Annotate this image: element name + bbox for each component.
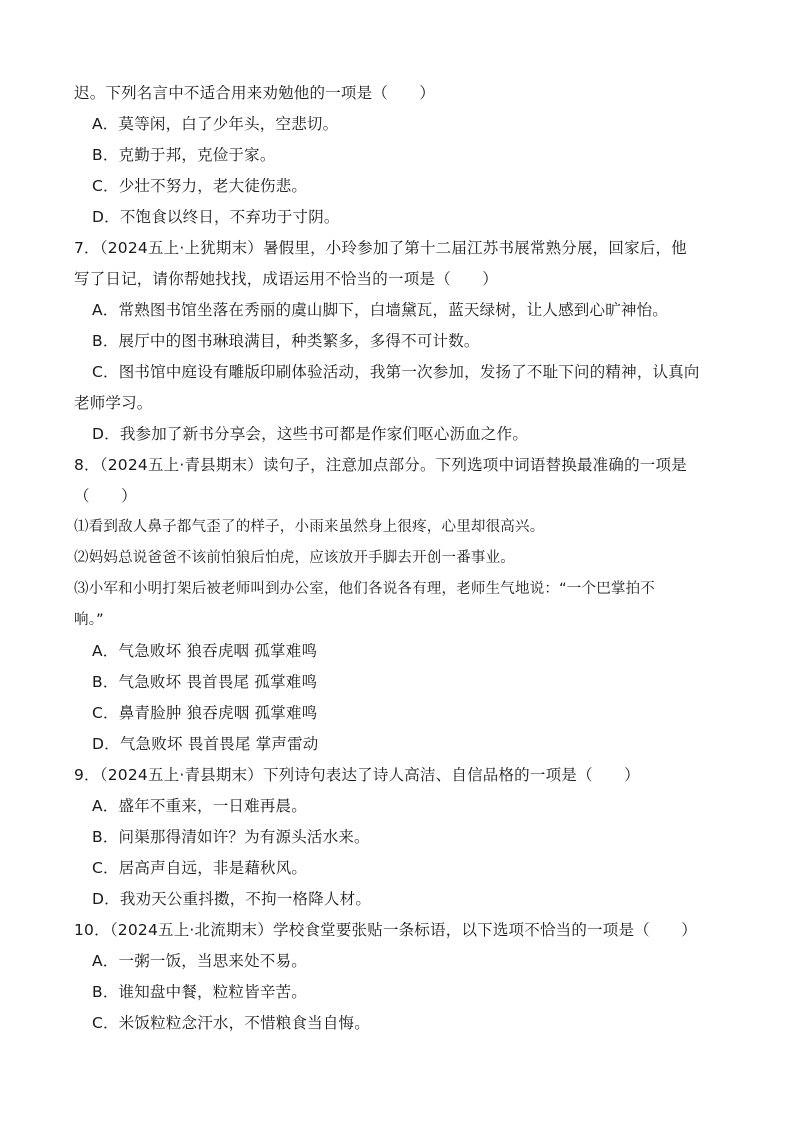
option-a: A．盛年不重来，一日难再晨。 xyxy=(92,797,307,815)
sentence-3-cont: 响。” xyxy=(74,612,104,628)
option-b: B．谁知盘中餐，粒粒皆辛苦。 xyxy=(92,983,307,1001)
option-b: B．问渠那得清如许？为有源头活水来。 xyxy=(92,828,370,846)
sentence-2: ⑵妈妈总说爸爸不该前怕狼后怕虎，应该放开手脚去开创一番事业。 xyxy=(74,550,515,566)
option-a: A．莫等闲，白了少年头，空悲切。 xyxy=(92,115,339,133)
option-c: C．居高声自远，非是藉秋风。 xyxy=(92,859,308,877)
option-b: B．气急败坏 畏首畏尾 孤掌难鸣 xyxy=(92,673,318,691)
option-b: B．展厅中的图书琳琅满目，种类繁多，多得不可计数。 xyxy=(92,332,480,350)
question-stem-line: 迟。下列名言中不适合用来劝勉他的一项是（ ） xyxy=(74,84,436,102)
question-9-stem: 9．（2024五上·青县期末）下列诗句表达了诗人高洁、自信品格的一项是（ ） xyxy=(74,766,640,784)
question-8-stem: 8．（2024五上·青县期末）读句子，注意加点部分。下列选项中词语替换最准确的一项是 xyxy=(74,456,687,474)
option-c: C．少壮不努力，老大徒伤悲。 xyxy=(92,177,308,195)
question-7-stem-cont: 写了日记，请你帮她找找，成语运用不恰当的一项是（ ） xyxy=(74,270,498,288)
option-c: C．鼻青脸肿 狼吞虎咽 孤掌难鸣 xyxy=(92,704,318,722)
option-c: C．米饭粒粒念汗水，不惜粮食当自悔。 xyxy=(92,1014,370,1032)
question-content xyxy=(74,78,726,1039)
option-a: A．气急败坏 狼吞虎咽 孤掌难鸣 xyxy=(92,642,318,660)
option-d: D．不饱食以终日，不弃功于寸阴。 xyxy=(92,208,340,226)
option-d: D．我参加了新书分享会，这些书可都是作家们呕心沥血之作。 xyxy=(92,425,529,443)
option-d: D．气急败坏 畏首畏尾 掌声雷动 xyxy=(92,735,319,753)
sentence-3: ⑶小军和小明打架后被老师叫到办公室，他们各说各有理，老师生气地说：“一个巴掌拍不 xyxy=(74,581,656,597)
question-8-stem-cont: （ ） xyxy=(74,487,137,505)
sentence-1: ⑴看到敌人鼻子都气歪了的样子，小雨来虽然身上很疼，心里却很高兴。 xyxy=(74,519,545,535)
question-10-stem: 10．（2024五上·北流期末）学校食堂要张贴一条标语，以下选项不恰当的一项是（ ） xyxy=(74,921,697,939)
option-a: A．一粥一饭，当思来处不易。 xyxy=(92,952,307,970)
option-d: D．我劝天公重抖擞，不拘一格降人材。 xyxy=(92,890,372,908)
question-7-stem: 7．（2024五上·上犹期末）暑假里，小玲参加了第十二届江苏书展常熟分展，回家后，他 xyxy=(74,239,687,257)
option-a: A．常熟图书馆坐落在秀丽的虞山脚下，白墙黛瓦，蓝天绿树，让人感到心旷神怡。 xyxy=(92,301,669,319)
option-c-cont: 老师学习。 xyxy=(74,394,153,412)
option-b: B．克勤于邦，克俭于家。 xyxy=(92,146,276,164)
option-c: C．图书馆中庭设有雕版印刷体验活动，我第一次参加，发扬了不耻下问的精神，认真向 xyxy=(92,363,700,381)
